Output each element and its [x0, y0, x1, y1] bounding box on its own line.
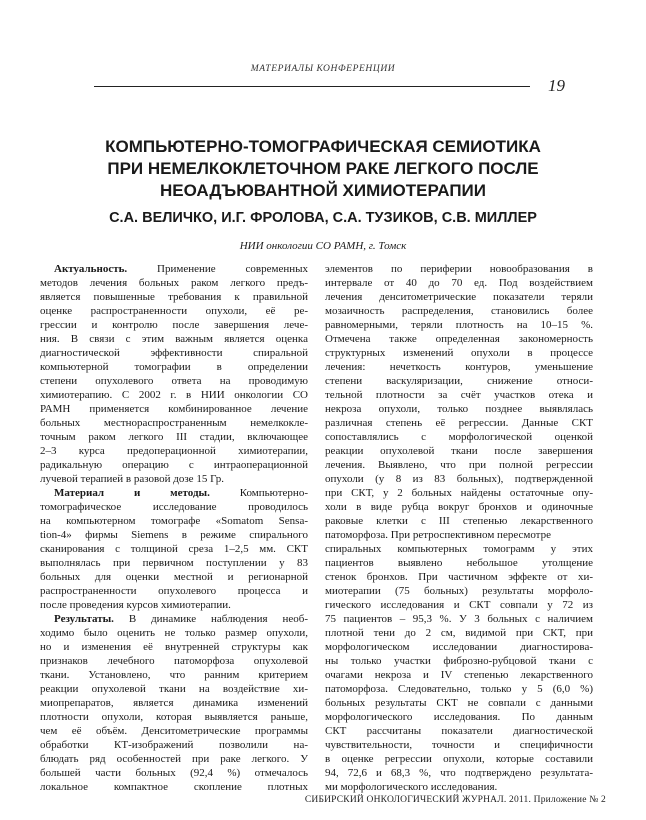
- line-text: ния. В связи с этим важным является оценка: [40, 333, 308, 345]
- text-line: [325, 304, 593, 318]
- text-line: [325, 318, 593, 332]
- text-line: [40, 570, 308, 584]
- line-text: сканирования с толщиной среза 1–2,5 мм. СКТ: [40, 543, 308, 555]
- text-line: [40, 584, 308, 598]
- text-line: [325, 598, 593, 612]
- line-text: лечения денситометрические показатели теряли: [325, 291, 593, 303]
- line-text: при СКТ, у 2 больных найдены остаточные опу-: [325, 487, 593, 499]
- line-text: структурных изменений опухоли в процессе: [325, 347, 593, 359]
- line-text: признаков лечебного патоморфоза опухолевой: [40, 655, 308, 667]
- text-line: [40, 262, 308, 276]
- text-line: [40, 360, 308, 374]
- line-text: химиотерапию. С 2002 г. в НИИ онкологии СО: [40, 389, 308, 401]
- line-text: СКТ рассчитаны показатели диагностической: [325, 725, 593, 737]
- line-text: плотности опухоли, которая выявляется раньше,: [40, 711, 308, 723]
- text-line: [325, 710, 593, 724]
- line-text: является повышенные требования к правильной: [40, 291, 308, 303]
- line-text: спиральных компьютерных томограмм у этих: [325, 543, 593, 555]
- line-text: гического исследования и СКТ совпали у 72 из: [325, 599, 593, 611]
- line-text: степени васкуляризации, снижение относи-: [325, 375, 593, 387]
- line-text: В динамике наблюдения необ-: [113, 613, 308, 625]
- text-line: [325, 752, 593, 766]
- text-line: [40, 612, 308, 626]
- line-text: ми морфологического исследования.: [325, 781, 498, 793]
- text-line: [325, 290, 593, 304]
- line-text: большей части больных (92,4 %) отмечалось: [40, 767, 308, 779]
- text-line: [40, 500, 308, 514]
- text-line: [40, 290, 308, 304]
- text-line: [40, 444, 308, 458]
- text-line: [40, 682, 308, 696]
- text-line: [325, 374, 593, 388]
- line-text: элементов по периферии новообразования в: [325, 263, 593, 275]
- line-text: миотерапии (75 больных) результаты морфоло-: [325, 585, 593, 597]
- line-text: реакции опухолевой ткани после завершения: [325, 445, 593, 457]
- title-line: КОМПЬЮТЕРНО-ТОМОГРАФИЧЕСКАЯ СЕМИОТИКА: [105, 137, 541, 156]
- text-line: [325, 500, 593, 514]
- text-line: [325, 766, 593, 780]
- text-line: [40, 304, 308, 318]
- line-text: стенок бронхов. При частичном эффекте от хи-: [325, 571, 593, 583]
- line-text: больных местнораспространенным немелкокле-: [40, 417, 308, 429]
- line-text: морфологического исследования. По данным: [325, 711, 593, 723]
- line-text: Компьютерно-: [209, 487, 308, 499]
- line-text: но и изменения её внутренней структуры как: [40, 641, 308, 653]
- text-line: [325, 458, 593, 472]
- text-line: [325, 262, 593, 276]
- page-number: 19: [548, 76, 565, 95]
- text-line: [40, 640, 308, 654]
- text-line: [40, 654, 308, 668]
- text-line: [40, 528, 308, 542]
- line-text: после проведения курсов химиотерапии.: [40, 599, 231, 611]
- line-text: радикальную операцию с интраоперационной: [40, 459, 308, 471]
- line-text: реакции опухолевой ткани на воздействие хи-: [40, 683, 308, 695]
- text-line: [325, 682, 593, 696]
- text-line: [325, 332, 593, 346]
- line-text: миопрепаратов, является динамика изменений: [40, 697, 308, 709]
- text-line: [40, 416, 308, 430]
- line-text: 2–3 курса предоперационной химиотерапии,: [40, 445, 308, 457]
- line-text: плотной тени до 2 см, видимой при СКТ, при: [325, 627, 593, 639]
- line-text: морфологическом исследовании диагностирова-: [325, 641, 593, 653]
- text-line: [40, 346, 308, 360]
- line-text: Применение современных: [127, 263, 308, 275]
- text-line: [325, 444, 593, 458]
- line-text: tion-4» фирмы Siemens в режиме спирального: [40, 529, 308, 541]
- line-text: степени опухолевого ответа на проводимую: [40, 375, 308, 387]
- text-line: [325, 542, 593, 556]
- text-line: [325, 696, 593, 710]
- text-line: [325, 612, 593, 626]
- text-line: [40, 766, 308, 780]
- text-line: [40, 318, 308, 332]
- left-column: [40, 262, 308, 794]
- running-head: МАТЕРИАЛЫ КОНФЕРЕНЦИИ: [250, 64, 396, 74]
- header-rule: [94, 86, 530, 87]
- line-text: лечения. Выявлено, что при полной регрессии: [325, 459, 593, 471]
- text-line: [325, 584, 593, 598]
- text-line: [40, 556, 308, 570]
- line-text: пациентов выявлено небольшое утолщение: [325, 557, 593, 569]
- text-line: [40, 430, 308, 444]
- line-text: томографическое исследование проводилось: [40, 501, 308, 513]
- line-text: грессии и контролю после завершения лече-: [40, 319, 308, 331]
- text-line: [40, 402, 308, 416]
- text-line: [40, 388, 308, 402]
- line-text: диагностической эффективности спиральной: [40, 347, 308, 359]
- line-text: блюдать ряд особенностей при раке легкого. У: [40, 753, 308, 765]
- text-line: [325, 388, 593, 402]
- text-line: [325, 738, 593, 752]
- text-line: [40, 472, 308, 486]
- line-text: лечения: нечеткость контуров, уменьшение: [325, 361, 593, 373]
- text-line: [325, 668, 593, 682]
- line-text: сопоставлялись с морфологической оценкой: [325, 431, 593, 443]
- text-line: [325, 402, 593, 416]
- section-heading: Результаты.: [54, 613, 114, 625]
- text-line: [40, 458, 308, 472]
- line-text: лучевой терапией в разовой дозе 15 Гр.: [40, 473, 224, 485]
- text-line: [40, 724, 308, 738]
- line-text: различная степень её регрессии. Данные СКТ: [325, 417, 593, 429]
- text-line: [325, 556, 593, 570]
- line-text: ны только участки фиброзно-рубцовой ткани с: [325, 655, 593, 667]
- line-text: выполнялась при первичном поступлении у 83: [40, 557, 308, 569]
- text-line: [325, 570, 593, 584]
- text-line: [325, 486, 593, 500]
- text-line: [325, 528, 593, 542]
- title-line: ПРИ НЕМЕЛКОКЛЕТОЧНОМ РАКЕ ЛЕГКОГО ПОСЛЕ: [107, 159, 539, 178]
- text-line: [40, 332, 308, 346]
- authors: С.А. ВЕЛИЧКО, И.Г. ФРОЛОВА, С.А. ТУЗИКОВ, С.В. МИЛЛЕР: [109, 210, 537, 226]
- line-text: ходимо было оценить не только размер опухоли,: [40, 627, 308, 639]
- line-text: равномерными, теряли плотность на 10–15 %.: [325, 319, 593, 331]
- title-line: НЕОАДЪЮВАНТНОЙ ХИМИОТЕРАПИИ: [160, 181, 486, 200]
- line-text: оценке распространенности опухоли, её ре-: [40, 305, 308, 317]
- section-heading: Актуальность.: [54, 263, 128, 275]
- text-line: [325, 654, 593, 668]
- text-line: [325, 360, 593, 374]
- line-text: компьютерной томографии в определении: [40, 361, 308, 373]
- line-text: локальное компактное скопление плотных: [40, 781, 308, 793]
- line-text: патоморфоза. Следовательно, только у 5 (6,0 %): [325, 683, 593, 695]
- section-heading: Материал и методы.: [54, 487, 210, 499]
- text-line: [40, 276, 308, 290]
- text-line: [40, 542, 308, 556]
- text-line: [325, 430, 593, 444]
- line-text: методов лечения больных раком легкого предъ-: [40, 277, 308, 289]
- text-line: [325, 514, 593, 528]
- text-line: [40, 668, 308, 682]
- text-line: [325, 626, 593, 640]
- text-line: [325, 346, 593, 360]
- text-line: [40, 626, 308, 640]
- line-text: больных результаты СКТ не совпали с данными: [325, 697, 593, 709]
- line-text: мозаичность распределения, становились более: [325, 305, 593, 317]
- text-line: [40, 486, 308, 500]
- text-line: [40, 514, 308, 528]
- journal-footer: СИБИРСКИЙ ОНКОЛОГИЧЕСКИЙ ЖУРНАЛ. 2011. Приложение № 2: [304, 795, 606, 805]
- line-text: некроза опухоли, только позднее выявлялась: [325, 403, 593, 415]
- line-text: холи в виде рубца вокруг бронхов и одиночные: [325, 501, 593, 513]
- text-line: [40, 374, 308, 388]
- right-column: [325, 262, 593, 794]
- line-text: 94, 72,6 и 68,3 %, что подтверждено результата-: [325, 767, 593, 779]
- line-text: 75 пациентов – 95,3 %. У 3 больных с наличием: [325, 613, 593, 625]
- text-line: [40, 752, 308, 766]
- text-line: [40, 696, 308, 710]
- line-text: точным раком легкого III стадии, включающее: [40, 431, 308, 443]
- affiliation: НИИ онкологии СО РАМН, г. Томск: [239, 240, 407, 252]
- line-text: опухоли (у 8 из 83 больных), подтвержденной: [325, 473, 593, 485]
- text-line: [40, 598, 308, 612]
- line-text: тельной плотности за счёт участков отека и: [325, 389, 593, 401]
- text-line: [325, 416, 593, 430]
- article-title: [40, 136, 606, 202]
- line-text: обработки КТ-изображений позволили на-: [40, 739, 308, 751]
- line-text: раковые клетки с III степенью лекарственного: [325, 515, 593, 527]
- line-text: чувствительности, точности и специфичности: [325, 739, 593, 751]
- text-line: [325, 724, 593, 738]
- line-text: на компьютерном томографе «Somatom Sensa-: [40, 515, 308, 527]
- line-text: Отмечена также определенная закономерность: [325, 333, 593, 345]
- line-text: в оценке регрессии опухоли, которые составили: [325, 753, 593, 765]
- text-line: [40, 780, 308, 794]
- line-text: патоморфоза. При ретроспективном пересмотре: [325, 529, 552, 541]
- text-line: [325, 780, 593, 794]
- line-text: интервале от 40 до 70 ед. Под воздействием: [325, 277, 593, 289]
- line-text: РАМН применяется комбинированное лечение: [40, 403, 308, 415]
- line-text: больных для оценки местной и регионарной: [40, 571, 308, 583]
- line-text: очагами некроза и IV степенью лекарственного: [325, 669, 593, 681]
- line-text: ткани. Установлено, что ранним критерием: [40, 669, 308, 681]
- text-line: [325, 276, 593, 290]
- text-line: [325, 472, 593, 486]
- text-line: [40, 738, 308, 752]
- text-line: [40, 710, 308, 724]
- line-text: чем её объём. Денситометрические программы: [40, 725, 308, 737]
- text-line: [325, 640, 593, 654]
- line-text: распространенности опухолевого процесса и: [40, 585, 308, 597]
